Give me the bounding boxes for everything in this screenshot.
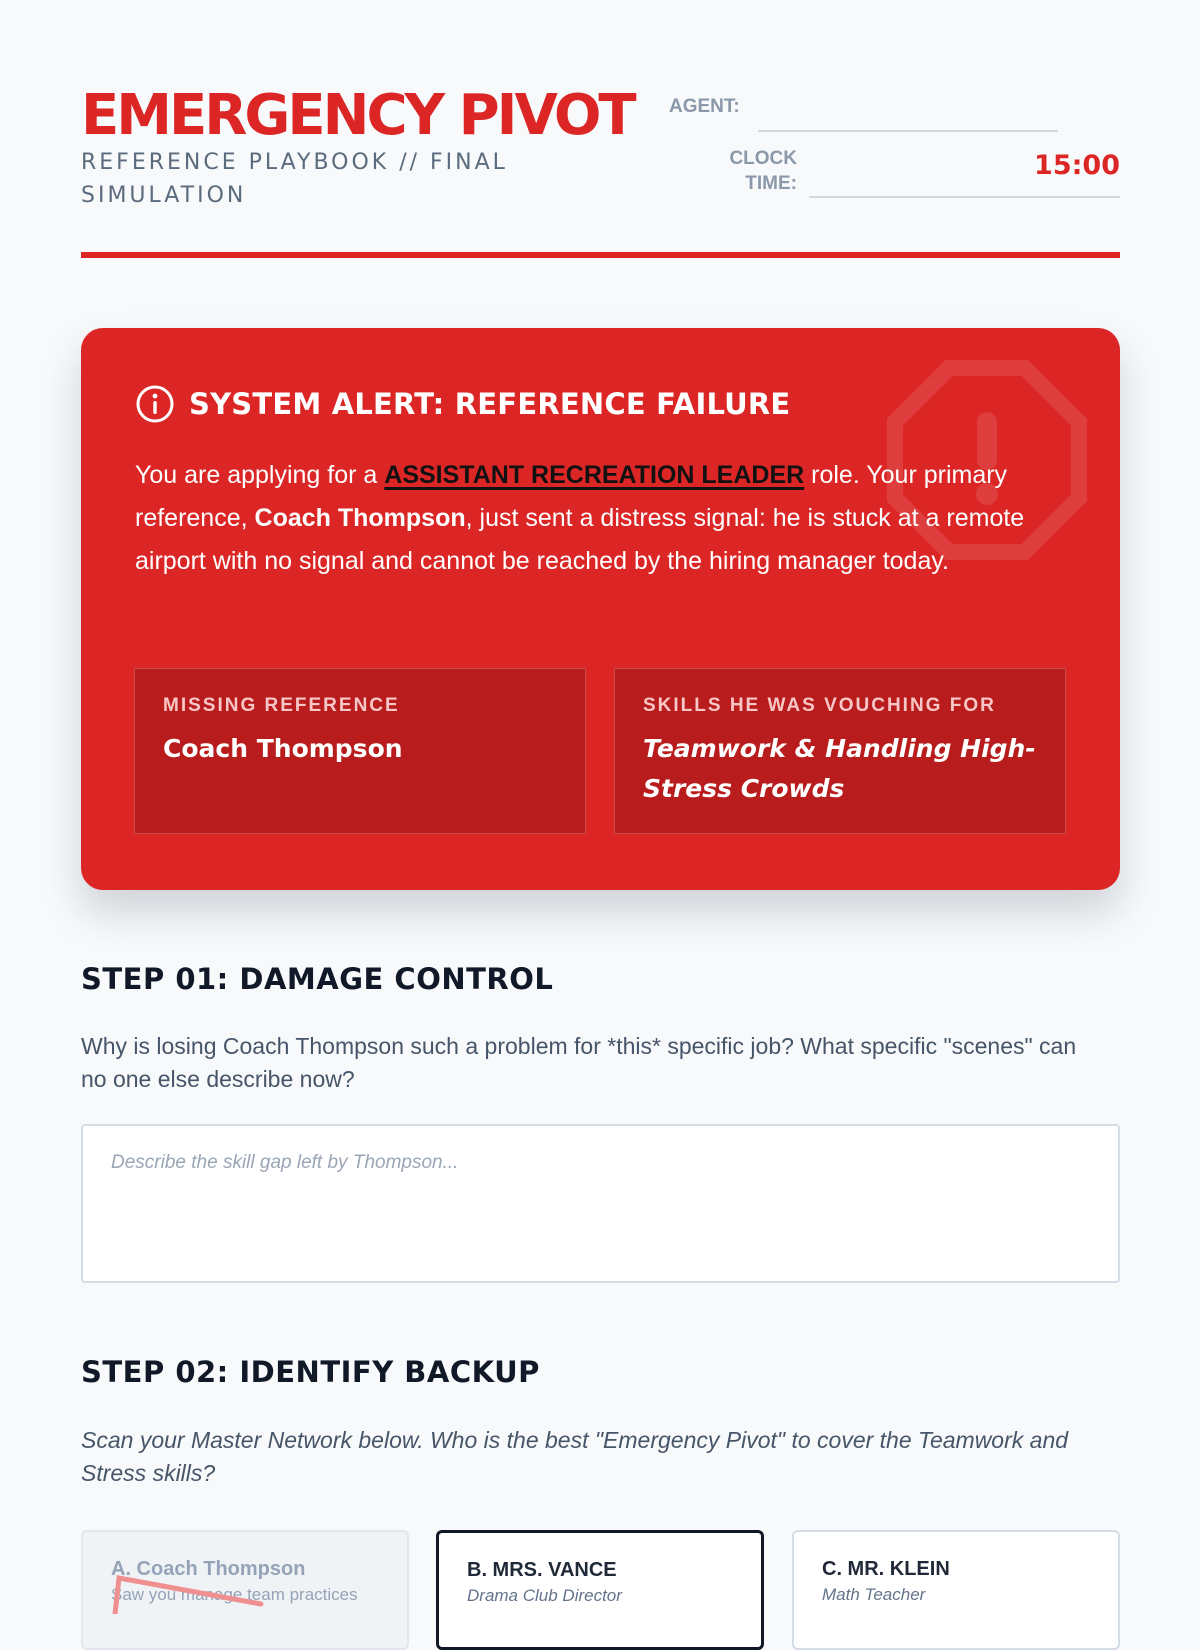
skills-value: Teamwork & Handling High-Stress Crowds xyxy=(643,734,1036,803)
alert-text: You are applying for a xyxy=(135,461,385,489)
agent-label: AGENT: xyxy=(669,96,740,117)
option-subtitle: Drama Club Director xyxy=(467,1586,622,1605)
info-circle-icon xyxy=(135,384,175,424)
step-02-description: Scan your Master Network below. Who is the best "Emergency Pivot" to cover the Teamwork and Stress skills? xyxy=(81,1427,1069,1486)
option-coach-thompson[interactable] xyxy=(81,1530,409,1650)
option-name: C. MR. KLEIN xyxy=(822,1558,950,1580)
option-subtitle: Math Teacher xyxy=(822,1585,926,1604)
alert-title: SYSTEM ALERT: REFERENCE FAILURE xyxy=(189,387,791,421)
option-mr-klein[interactable] xyxy=(792,1530,1120,1650)
system-alert-card xyxy=(81,328,1120,890)
agent-field[interactable] xyxy=(758,130,1058,132)
header xyxy=(81,80,1120,260)
step-01-description: Why is losing Coach Thompson such a problem for *this* specific job? What specific "scenes" can no one else describe now? xyxy=(81,1033,1077,1092)
alert-header xyxy=(135,384,790,424)
page-subtitle: REFERENCE PLAYBOOK // FINAL SIMULATION xyxy=(81,150,508,208)
damage-control-textarea[interactable]: Describe the skill gap left by Thompson... xyxy=(81,1124,1120,1283)
clock-label: CLOCK TIME: xyxy=(729,148,797,194)
skills-label: SKILLS HE WAS VOUCHING FOR xyxy=(643,695,996,716)
option-mrs-vance[interactable] xyxy=(436,1530,764,1650)
alert-text: role. Your primary reference, xyxy=(135,461,1008,532)
option-name: B. MRS. VANCE xyxy=(467,1559,617,1581)
missing-reference-label: MISSING REFERENCE xyxy=(163,695,400,716)
alert-message xyxy=(135,454,1035,583)
option-subtitle: Saw you manage team practices xyxy=(111,1585,358,1604)
strike-through-mark xyxy=(111,1574,271,1614)
role-name: ASSISTANT RECREATION LEADER xyxy=(384,461,805,489)
option-name: A. Coach Thompson xyxy=(111,1558,306,1580)
skills-box xyxy=(614,668,1066,834)
reference-name: Coach Thompson xyxy=(254,504,466,532)
clock-field xyxy=(809,196,1120,198)
header-divider xyxy=(81,252,1120,258)
step-01-title: STEP 01: DAMAGE CONTROL xyxy=(81,962,554,996)
step-02-title: STEP 02: IDENTIFY BACKUP xyxy=(81,1355,540,1389)
missing-reference-value: Coach Thompson xyxy=(163,734,403,763)
alert-text: , just sent a distress signal: he is stuck at a remote airport with no signal and cannot be reached by the hiring manager today. xyxy=(135,504,1025,575)
missing-reference-box xyxy=(134,668,586,834)
page-title: EMERGENCY PIVOT xyxy=(81,83,634,148)
backup-options xyxy=(81,1530,1120,1650)
clock-value: 15:00 xyxy=(1034,150,1120,181)
